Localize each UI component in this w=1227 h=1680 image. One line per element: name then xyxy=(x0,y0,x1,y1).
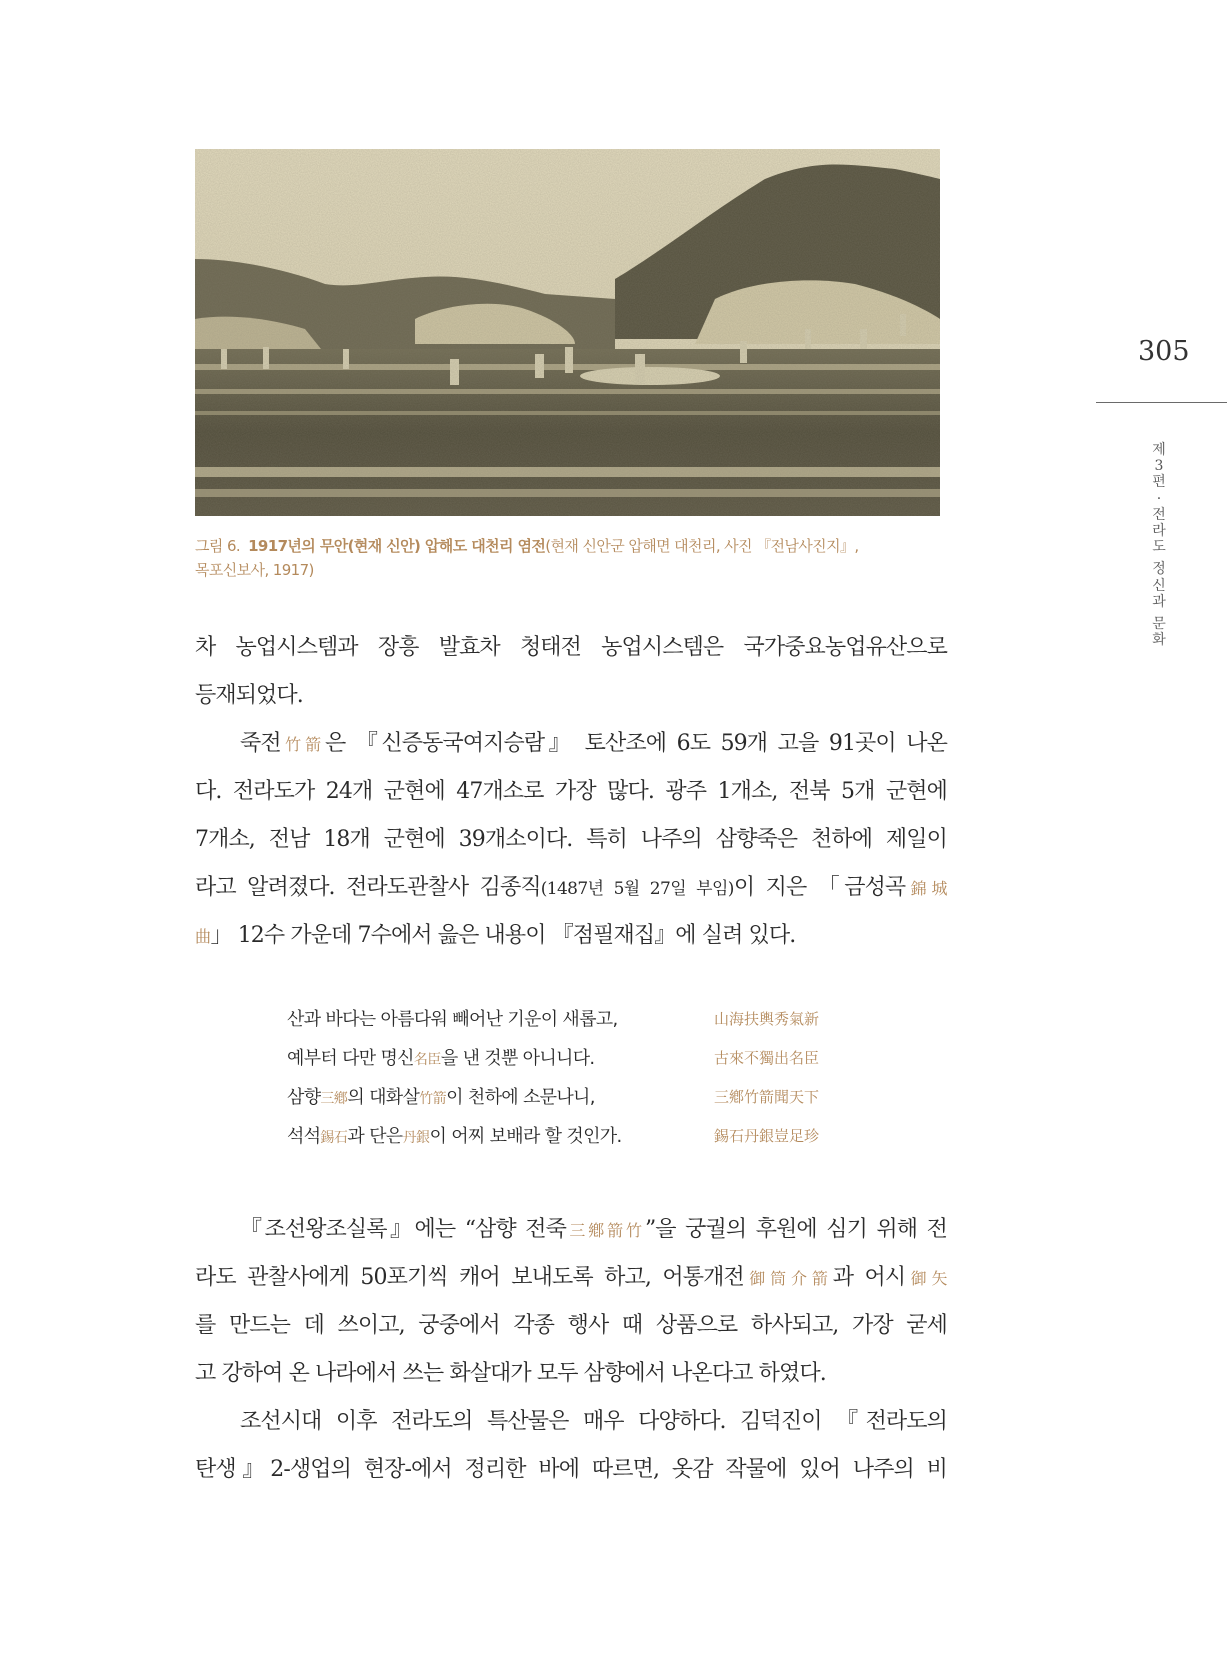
figure-caption xyxy=(195,534,955,582)
poem-row xyxy=(287,1039,847,1078)
paragraph-line: 차 농업시스템과 장흥 발효차 청태전 농업시스템은 국가중요농업유산으로 xyxy=(195,635,947,660)
poem-korean xyxy=(287,1126,621,1147)
text-run: 을 낸 것뿐 아니니다. xyxy=(440,1048,595,1069)
poem-chinese: 三鄕竹箭聞天下 xyxy=(714,1088,820,1106)
figure-title: 1917년의 무안(현재 신안) 압해도 대천리 염전 xyxy=(248,537,546,555)
hanja-annotation: 竹箭 xyxy=(419,1091,447,1107)
text-run: 은 『신증동국여지승람』 토산조에 6도 59개 고을 91곳이 나온 xyxy=(325,731,947,756)
poem-row xyxy=(287,1000,847,1039)
running-head-char: 과 xyxy=(1152,593,1166,610)
date-note: (1487년 5월 27일 부임) xyxy=(540,879,734,899)
hanja-annotation: 曲 xyxy=(195,927,211,946)
text-run: 」 12수 가운데 7수에서 읊은 내용이 『점필재집』에 실려 있다. xyxy=(210,923,796,948)
running-head-char: 편 xyxy=(1152,474,1166,491)
caption-line-1 xyxy=(195,534,955,558)
text-run: 삼향 xyxy=(287,1087,321,1108)
poem-korean xyxy=(287,1009,618,1030)
hanja-annotation: 錦城 xyxy=(905,879,947,898)
hanja-annotation: 御筒介箭 xyxy=(743,1269,833,1288)
hanja-annotation: 三鄕箭竹 xyxy=(565,1221,645,1240)
poem-korean xyxy=(287,1087,595,1108)
paragraph-2 xyxy=(195,720,947,960)
hanja-annotation: 錫石 xyxy=(320,1130,348,1146)
text-run: 예부터 다만 명신 xyxy=(287,1048,414,1069)
text-run: ”을 궁궐의 후원에 심기 위해 전 xyxy=(644,1217,947,1242)
text-run: 이 천하에 소문나니, xyxy=(446,1087,595,1108)
running-head-char: 정 xyxy=(1152,561,1166,578)
paragraph-line: 탄생』2-생업의 현장-에서 정리한 바에 따르면, 옷감 작물에 있어 나주의 비 xyxy=(195,1457,947,1482)
running-head-char: 전 xyxy=(1152,506,1166,523)
poem-block xyxy=(287,1000,847,1156)
text-run: 이 지은 「금성곡 xyxy=(733,875,906,900)
text-run: 라고 알려졌다. 전라도관찰사 김종직 xyxy=(195,875,541,900)
text-run: 죽전 xyxy=(240,731,281,756)
text-run: 산과 바다는 아름다워 빼어난 기운이 새롭고, xyxy=(287,1009,618,1030)
paragraph-line: 고 강하여 온 나라에서 쓰는 화살대가 모두 삼향에서 나온다고 하였다. xyxy=(195,1361,826,1386)
paragraph-4 xyxy=(195,1398,947,1494)
text-run: 과 단은 xyxy=(347,1126,403,1147)
paragraph-line: 7개소, 전남 18개 군현에 39개소이다. 특히 나주의 삼향죽은 천하에 제일이 xyxy=(195,827,947,852)
text-run: 이 어찌 보배라 할 것인가. xyxy=(429,1126,622,1147)
hanja-annotation: 御矢 xyxy=(905,1269,947,1288)
paragraph-line: 조선시대 이후 전라도의 특산물은 매우 다양하다. 김덕진이 『전라도의 xyxy=(240,1409,947,1434)
paragraph-line: 등재되었다. xyxy=(195,683,303,708)
figure-source: (현재 신안군 압해면 대천리, 사진 『전남사진지』, xyxy=(545,537,859,555)
paragraph-line xyxy=(195,1206,947,1254)
caption-line-2: 목포신보사, 1917) xyxy=(195,561,314,579)
running-head-char: 화 xyxy=(1152,632,1166,649)
hanja-annotation: 丹銀 xyxy=(402,1130,430,1146)
poem-chinese: 古來不獨出名臣 xyxy=(714,1049,820,1067)
running-head-char: 문 xyxy=(1152,616,1166,633)
photo-image xyxy=(195,149,940,516)
paragraph-line xyxy=(195,912,947,960)
running-head-char: 도 xyxy=(1152,539,1166,556)
paragraph-line: 를 만드는 데 쓰이고, 궁중에서 각종 행사 때 상품으로 하사되고, 가장 굳세 xyxy=(195,1313,947,1338)
text-run: 『조선왕조실록』에는 “삼향 전죽 xyxy=(240,1217,566,1242)
running-head-char: 라 xyxy=(1152,523,1166,540)
hanja-annotation: 名臣 xyxy=(413,1052,441,1068)
running-head-char: 3 xyxy=(1154,458,1164,475)
running-head-vertical xyxy=(1148,442,1170,648)
hanja-annotation: 三鄕 xyxy=(320,1091,348,1107)
running-head-char: 신 xyxy=(1152,577,1166,594)
paragraph-line xyxy=(195,864,947,912)
hanja-annotation: 竹箭 xyxy=(280,735,325,754)
poem-row xyxy=(287,1078,847,1117)
text-run: 의 대화살 xyxy=(347,1087,420,1108)
paragraph-line xyxy=(195,1254,947,1302)
poem-chinese: 山海扶輿秀氣新 xyxy=(714,1010,820,1028)
figure-number: 그림 6. xyxy=(195,537,241,555)
text-run: 석석 xyxy=(287,1126,321,1147)
poem-chinese: 錫石丹銀豈足珍 xyxy=(714,1127,820,1145)
figure-photo-salt-field xyxy=(195,149,940,516)
running-head-char: · xyxy=(1156,490,1162,507)
running-head-char: 제 xyxy=(1152,442,1166,458)
paragraph-line xyxy=(195,720,947,768)
margin-divider xyxy=(1096,402,1227,403)
text-run: 라도 관찰사에게 50포기씩 캐어 보내도록 하고, 어통개전 xyxy=(195,1265,744,1290)
page-number: 305 xyxy=(1138,336,1190,367)
text-run: 과 어시 xyxy=(832,1265,906,1290)
poem-korean xyxy=(287,1048,594,1069)
paragraph-3 xyxy=(195,1206,947,1398)
paragraph-line: 다. 전라도가 24개 군현에 47개소로 가장 많다. 광주 1개소, 전북 5개 군현에 xyxy=(195,779,947,804)
paragraph-1 xyxy=(195,624,947,720)
poem-row xyxy=(287,1117,847,1156)
